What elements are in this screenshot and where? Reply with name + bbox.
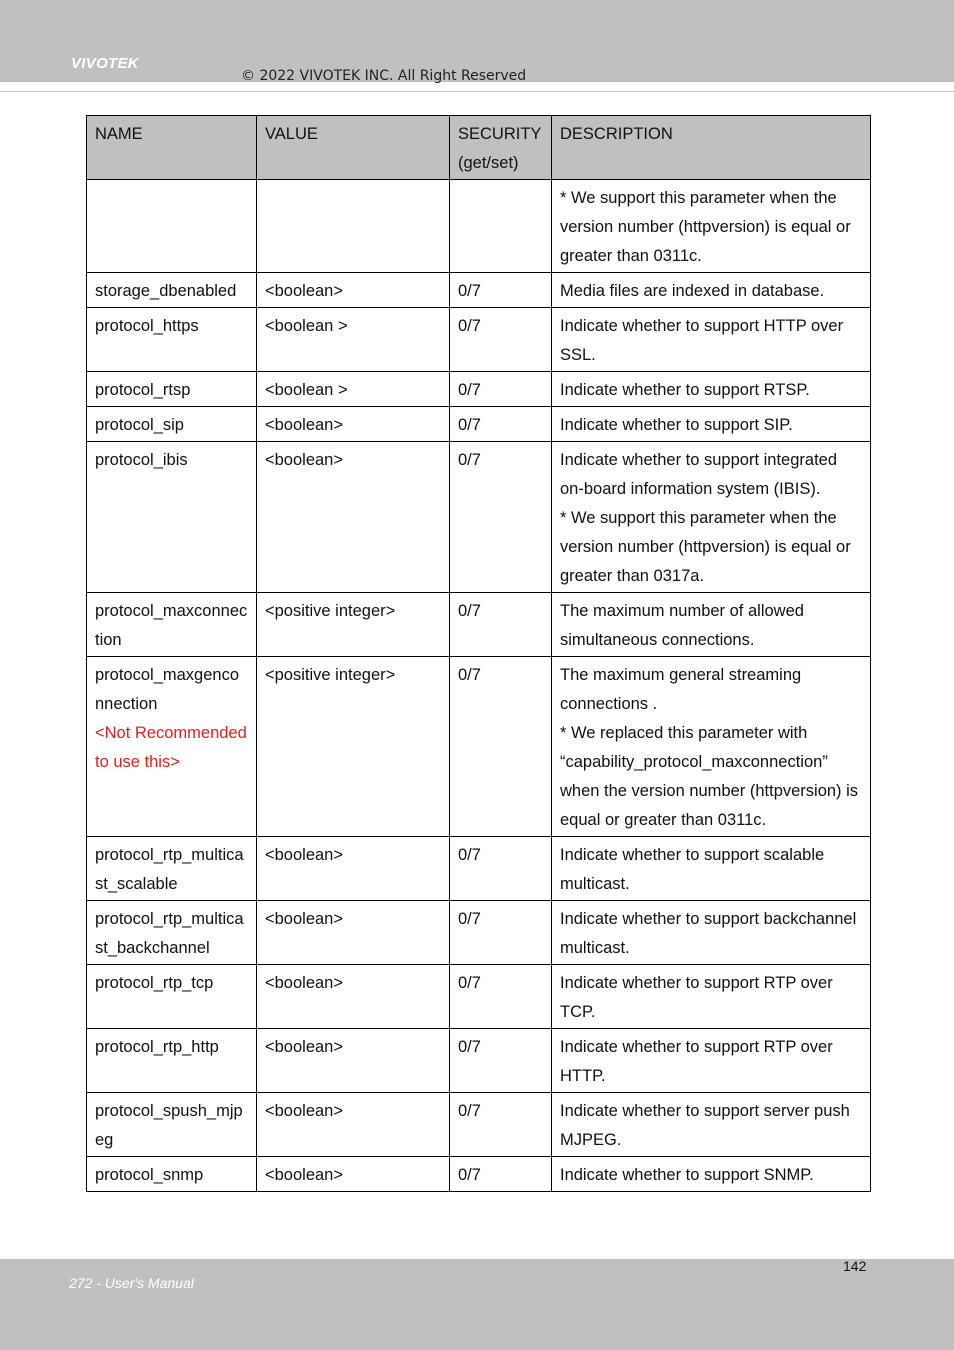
cell-description xyxy=(552,901,871,965)
description-text: Indicate whether to support server push MJPEG. xyxy=(560,1102,850,1149)
table-row xyxy=(87,901,871,965)
parameter-name: protocol_snmp xyxy=(95,1166,204,1184)
table-row xyxy=(87,273,871,308)
description-text: Indicate whether to support scalable multicast. xyxy=(560,846,825,893)
cell-name xyxy=(87,837,257,901)
cell-security: 0/7 xyxy=(450,1029,552,1093)
table-header-row xyxy=(87,116,871,180)
column-header-description: DESCRIPTION xyxy=(552,116,871,180)
brand-logo: VIVOTEK xyxy=(71,55,139,72)
parameter-name: protocol_https xyxy=(95,317,199,335)
description-text: Indicate whether to support integrated on-board information system (IBIS). xyxy=(560,451,838,498)
cell-security: 0/7 xyxy=(450,657,552,837)
table-row xyxy=(87,180,871,273)
cell-security: 0/7 xyxy=(450,901,552,965)
cell-security: 0/7 xyxy=(450,965,552,1029)
manual-label: 272 - User's Manual xyxy=(69,1275,194,1291)
cell-name xyxy=(87,308,257,372)
cell-description xyxy=(552,1157,871,1192)
cell-description xyxy=(552,407,871,442)
cell-value: <positive integer> xyxy=(257,657,450,837)
cell-value: <boolean> xyxy=(257,901,450,965)
cell-value xyxy=(257,180,450,273)
table-row xyxy=(87,657,871,837)
parameter-table xyxy=(86,115,871,1192)
cell-security: 0/7 xyxy=(450,1157,552,1192)
table-row xyxy=(87,407,871,442)
cell-security: 0/7 xyxy=(450,442,552,593)
table-row xyxy=(87,308,871,372)
cell-security: 0/7 xyxy=(450,593,552,657)
cell-name xyxy=(87,442,257,593)
cell-value: <boolean> xyxy=(257,965,450,1029)
cell-description xyxy=(552,180,871,273)
cell-security xyxy=(450,180,552,273)
description-text: Indicate whether to support SIP. xyxy=(560,416,793,434)
column-header-value: VALUE xyxy=(257,116,450,180)
cell-name xyxy=(87,657,257,837)
footer-band xyxy=(0,1259,954,1350)
description-text: Indicate whether to support RTP over HTTP. xyxy=(560,1038,833,1085)
cell-security: 0/7 xyxy=(450,407,552,442)
description-text: Indicate whether to support RTP over TCP. xyxy=(560,974,833,1021)
parameter-name: protocol_rtp_tcp xyxy=(95,974,214,992)
table-row xyxy=(87,593,871,657)
parameter-name: protocol_rtsp xyxy=(95,381,191,399)
cell-description xyxy=(552,308,871,372)
column-header-security: SECURITY (get/set) xyxy=(450,116,552,180)
cell-value: <boolean > xyxy=(257,372,450,407)
cell-value: <boolean > xyxy=(257,308,450,372)
cell-description xyxy=(552,273,871,308)
page-number: 142 xyxy=(843,1258,867,1274)
parameter-name: protocol_rtp_multicast_scalable xyxy=(95,846,244,893)
cell-name xyxy=(87,593,257,657)
parameter-name: storage_dbenabled xyxy=(95,282,237,300)
cell-name xyxy=(87,1029,257,1093)
table-row xyxy=(87,965,871,1029)
cell-name xyxy=(87,1157,257,1192)
cell-name xyxy=(87,1093,257,1157)
table-row xyxy=(87,1029,871,1093)
description-text: Indicate whether to support SNMP. xyxy=(560,1166,814,1184)
cell-value: <boolean> xyxy=(257,1029,450,1093)
cell-value: <positive integer> xyxy=(257,593,450,657)
deprecation-note: <Not Recommended to use this> xyxy=(95,724,247,771)
cell-name xyxy=(87,372,257,407)
parameter-name: protocol_rtp_http xyxy=(95,1038,219,1056)
cell-value: <boolean> xyxy=(257,442,450,593)
parameter-name: protocol_maxgenconnection xyxy=(95,666,240,713)
cell-name xyxy=(87,407,257,442)
cell-description xyxy=(552,442,871,593)
cell-value: <boolean> xyxy=(257,837,450,901)
cell-description xyxy=(552,1093,871,1157)
cell-description xyxy=(552,593,871,657)
description-text: * We support this parameter when the version number (httpversion) is equal or greater than 0311c. xyxy=(560,189,851,265)
cell-name xyxy=(87,901,257,965)
table-row xyxy=(87,1093,871,1157)
parameter-name: protocol_ibis xyxy=(95,451,188,469)
cell-value: <boolean> xyxy=(257,407,450,442)
copyright-notice: © 2022 VIVOTEK INC. All Right Reserved xyxy=(241,68,527,84)
description-text: The maximum number of allowed simultaneous connections. xyxy=(560,602,804,649)
cell-description xyxy=(552,837,871,901)
cell-description xyxy=(552,372,871,407)
description-text: Indicate whether to support HTTP over SSL. xyxy=(560,317,844,364)
parameter-name: protocol_sip xyxy=(95,416,184,434)
cell-security: 0/7 xyxy=(450,837,552,901)
cell-value: <boolean> xyxy=(257,273,450,308)
cell-name xyxy=(87,273,257,308)
table-row xyxy=(87,1157,871,1192)
cell-security: 0/7 xyxy=(450,308,552,372)
table-row xyxy=(87,837,871,901)
parameter-name: protocol_rtp_multicast_backchannel xyxy=(95,910,244,957)
description-text: The maximum general streaming connections . xyxy=(560,666,802,713)
description-text: Indicate whether to support RTSP. xyxy=(560,381,810,399)
cell-name xyxy=(87,965,257,1029)
header-divider xyxy=(0,91,954,92)
cell-name xyxy=(87,180,257,273)
cell-security: 0/7 xyxy=(450,1093,552,1157)
cell-description xyxy=(552,657,871,837)
cell-security: 0/7 xyxy=(450,372,552,407)
description-text: Media files are indexed in database. xyxy=(560,282,825,300)
table-row xyxy=(87,372,871,407)
description-text: * We support this parameter when the version number (httpversion) is equal or greater than 0317a. xyxy=(560,509,851,585)
parameter-name: protocol_spush_mjpeg xyxy=(95,1102,243,1149)
cell-security: 0/7 xyxy=(450,273,552,308)
table-body xyxy=(87,180,871,1192)
parameter-name: protocol_maxconnection xyxy=(95,602,248,649)
description-text: Indicate whether to support backchannel multicast. xyxy=(560,910,857,957)
column-header-name: NAME xyxy=(87,116,257,180)
table-row xyxy=(87,442,871,593)
cell-description xyxy=(552,965,871,1029)
cell-value: <boolean> xyxy=(257,1093,450,1157)
cell-description xyxy=(552,1029,871,1093)
cell-value: <boolean> xyxy=(257,1157,450,1192)
description-text: * We replaced this parameter with “capability_protocol_maxconnection” when the version number (httpversion) is equal or greater than 0311c. xyxy=(560,724,859,829)
